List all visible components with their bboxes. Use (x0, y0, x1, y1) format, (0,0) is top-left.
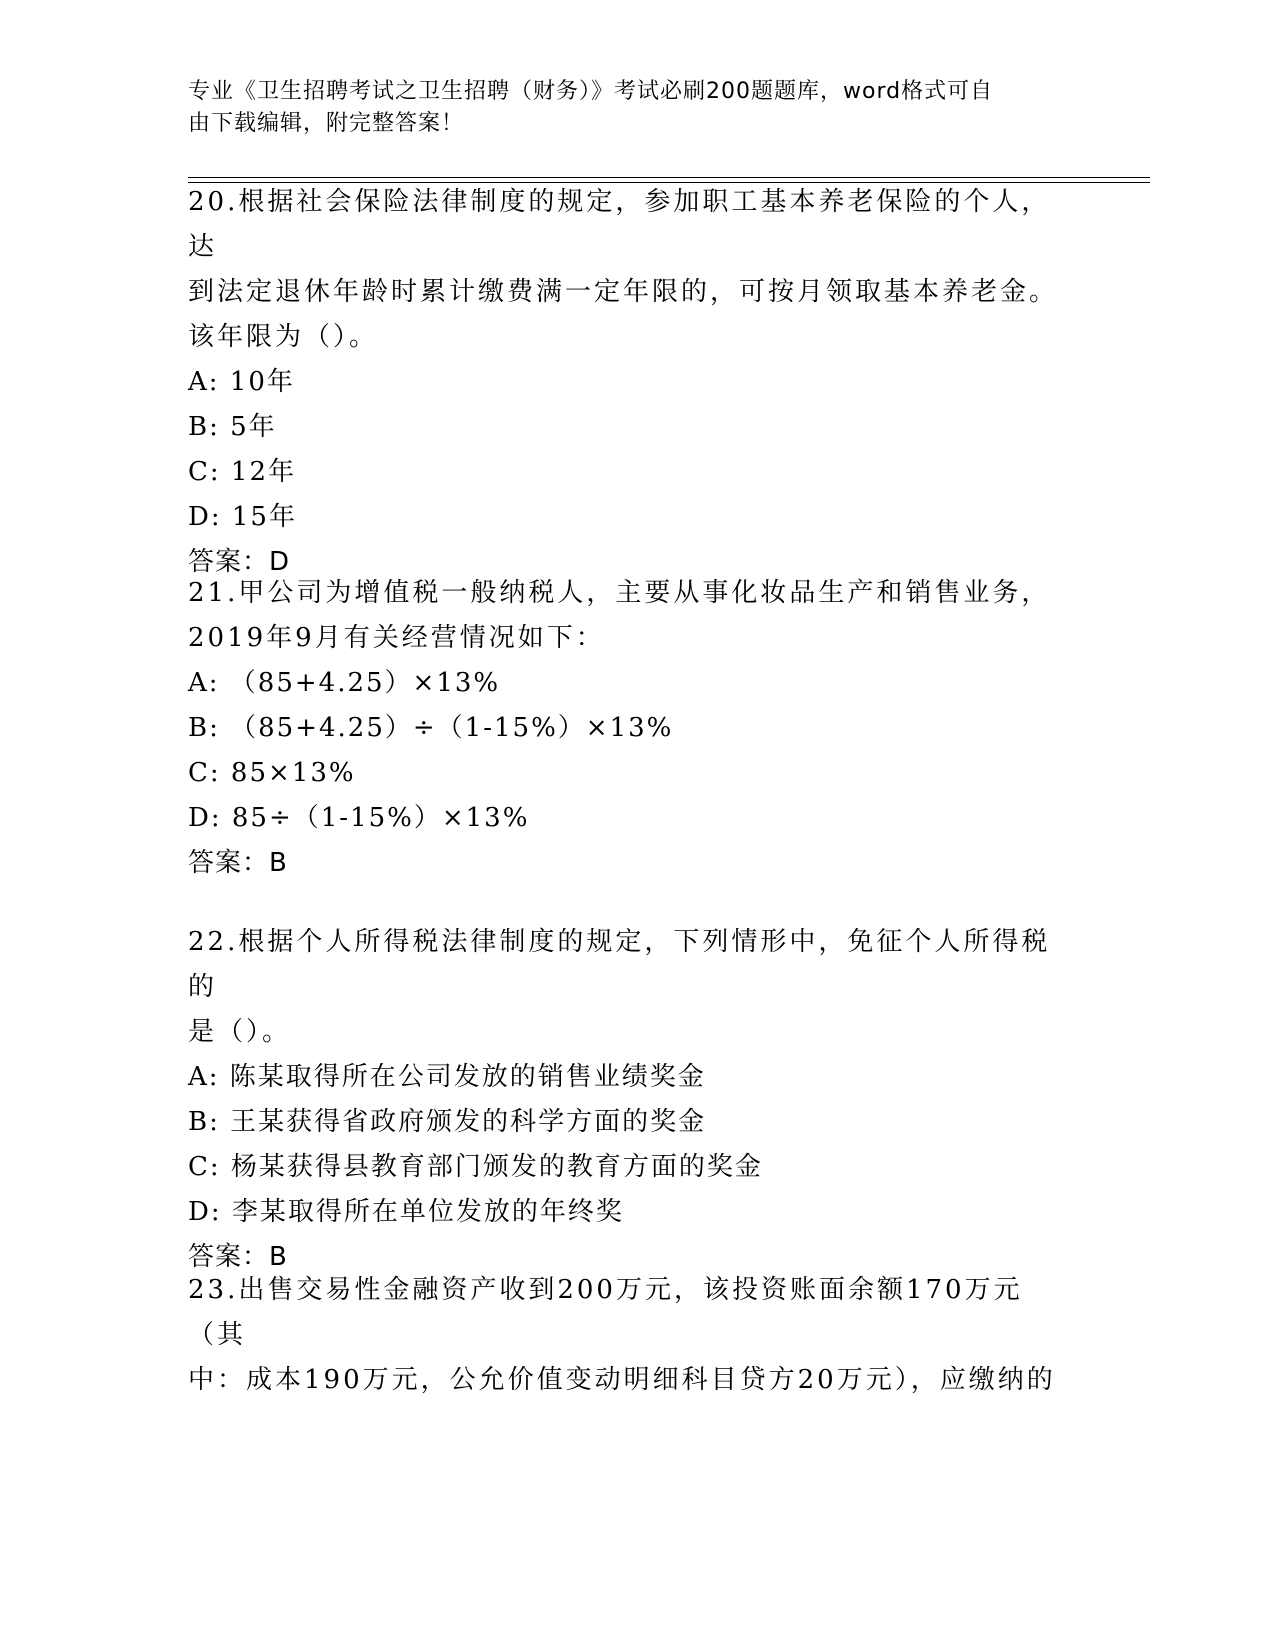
header-line-2: 由下载编辑，附完整答案！ (188, 111, 465, 136)
answer-value: B (269, 848, 288, 878)
answer-value: B (269, 1242, 288, 1272)
question-23 (188, 1268, 1068, 1403)
question-22 (188, 920, 1068, 1280)
option-d: D: 85÷（1-15%）×13% (188, 803, 530, 833)
answer-label: 答案： (188, 547, 270, 577)
answer-label: 答案： (188, 848, 270, 878)
question-stem-line: 20.根据社会保险法律制度的规定，参加职工基本养老保险的个人，达 (188, 187, 1051, 262)
header-line-1: 专业《卫生招聘考试之卫生招聘（财务）》考试必刷200题题库，word格式可自 (188, 79, 994, 104)
answer-label: 答案： (188, 1242, 270, 1272)
option-c: C: 12年 (188, 457, 297, 487)
answer-line (188, 841, 1068, 886)
question-stem-line: 到法定退休年龄时累计缴费满一定年限的，可按月领取基本养老金。 (188, 277, 1059, 307)
question-stem-line: 21.甲公司为增值税一般纳税人，主要从事化妆品生产和销售业务， (188, 578, 1051, 608)
answer-value: D (269, 547, 291, 577)
option-d: D: 15年 (188, 502, 297, 532)
option-b: B: 5年 (188, 412, 277, 442)
header-divider-top (188, 177, 1150, 178)
option-a: A: 陈某取得所在公司发放的销售业绩奖金 (188, 1062, 706, 1092)
option-a: A: 10年 (188, 367, 295, 397)
question-20 (188, 180, 1068, 585)
option-c: C: 杨某获得县教育部门颁发的教育方面的奖金 (188, 1152, 763, 1182)
option-b: B: （85+4.25）÷（1-15%）×13% (188, 713, 674, 743)
option-a: A: （85+4.25）×13% (188, 668, 501, 698)
option-d: D: 李某取得所在单位发放的年终奖 (188, 1197, 624, 1227)
option-c: C: 85×13% (188, 758, 356, 788)
document-header (188, 76, 1068, 140)
question-stem-line: 23.出售交易性金融资产收到200万元，该投资账面余额170万元（其 (188, 1275, 1023, 1350)
question-stem-line: 22.根据个人所得税法律制度的规定，下列情形中，免征个人所得税的 (188, 927, 1051, 1002)
question-21 (188, 571, 1068, 886)
option-b: B: 王某获得省政府颁发的科学方面的奖金 (188, 1107, 707, 1137)
question-stem-line: 该年限为（）。 (188, 322, 379, 352)
question-stem-line: 是（）。 (188, 1017, 292, 1047)
question-stem-line: 中：成本190万元，公允价值变动明细科目贷方20万元），应缴纳的 (188, 1365, 1056, 1395)
question-stem-line: 2019年9月有关经营情况如下： (188, 623, 605, 653)
